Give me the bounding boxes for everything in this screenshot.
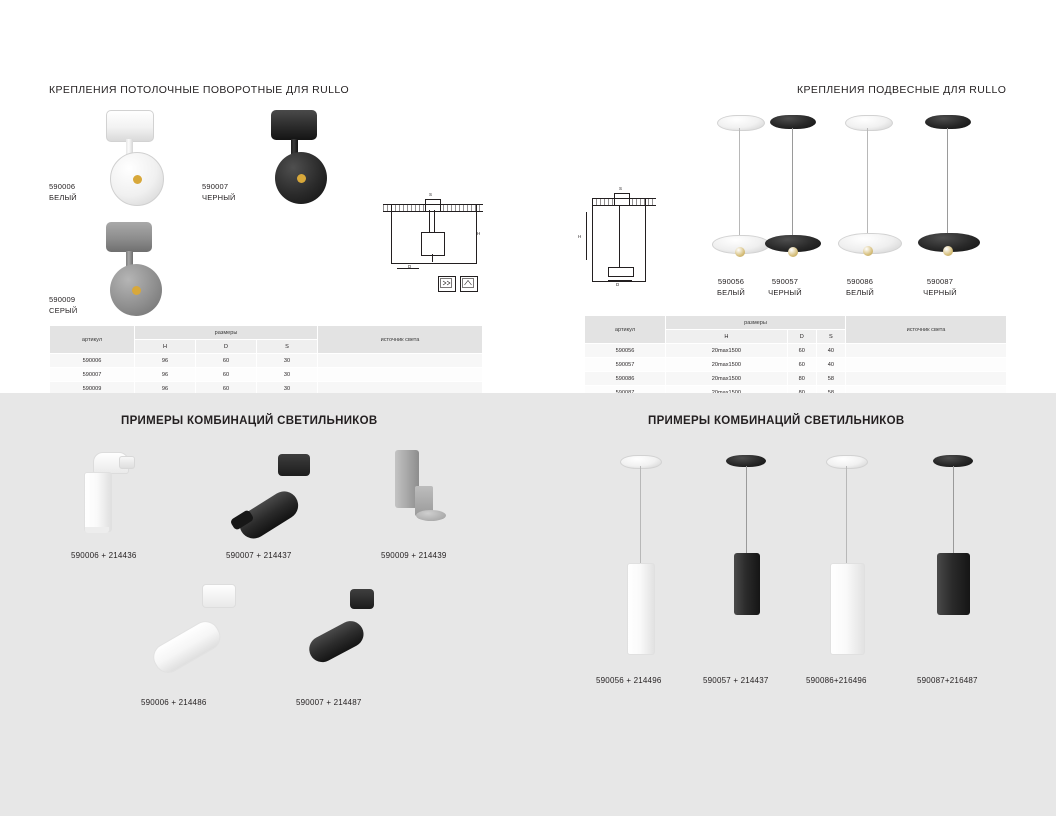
combo-image-6: [612, 455, 672, 655]
combo-label-9: 590087+216487: [917, 676, 978, 685]
product-image-590009: [88, 222, 178, 317]
cell-h: 20max1500: [666, 358, 788, 372]
combo-label-4: 590006 + 214486: [141, 698, 207, 707]
product-image-590056: [710, 115, 770, 275]
cell-source: [846, 358, 1007, 372]
cell-s: 58: [816, 372, 845, 386]
combo-image-1: [75, 452, 155, 537]
band-title-left: ПРИМЕРЫ КОМБИНАЦИЙ СВЕТИЛЬНИКОВ: [121, 415, 378, 427]
th-article: артикул: [50, 326, 135, 354]
table-row: [585, 358, 1007, 372]
cell-d: 60: [195, 382, 256, 396]
product-label-590057: 590057 ЧЕРНЫЙ: [768, 277, 802, 297]
cell-source: [846, 344, 1007, 358]
th-d: D: [787, 330, 816, 344]
cell-s: 30: [256, 354, 317, 368]
icon-rotation-symbol: [460, 276, 478, 292]
section-title-pendant: КРЕПЛЕНИЯ ПОДВЕСНЫЕ ДЛЯ RULLO: [797, 84, 1007, 96]
table-row: [585, 372, 1007, 386]
section-title-ceiling: КРЕПЛЕНИЯ ПОТОЛОЧНЫЕ ПОВОРОТНЫЕ ДЛЯ RULLO: [49, 84, 350, 96]
cell-d: 60: [195, 368, 256, 382]
th-dimensions: размеры: [135, 326, 318, 340]
combo-label-2: 590007 + 214437: [226, 551, 292, 560]
icon-led-symbol: [438, 276, 456, 292]
cell-article: 590009: [50, 382, 135, 396]
product-image-590057: [763, 115, 823, 275]
table-header-row: [585, 316, 1007, 330]
cell-h: 96: [135, 368, 196, 382]
spec-table-pendant: [584, 315, 1007, 400]
product-image-590087: [918, 115, 978, 275]
combo-label-7: 590057 + 214437: [703, 676, 769, 685]
cell-source: [318, 368, 483, 382]
table-row: [585, 344, 1007, 358]
product-label-590006: 590006 БЕЛЫЙ: [49, 182, 77, 202]
cell-article: 590007: [50, 368, 135, 382]
cell-source: [318, 354, 483, 368]
th-light-source: источник света: [318, 326, 483, 354]
product-label-590056: 590056 БЕЛЫЙ: [717, 277, 745, 297]
th-d: D: [195, 340, 256, 354]
combo-label-1: 590006 + 214436: [71, 551, 137, 560]
product-label-590087: 590087 ЧЕРНЫЙ: [923, 277, 957, 297]
band-title-right: ПРИМЕРЫ КОМБИНАЦИЙ СВЕТИЛЬНИКОВ: [648, 415, 905, 427]
combo-image-8: [818, 455, 880, 655]
combo-image-7: [718, 455, 778, 655]
cell-d: 60: [787, 344, 816, 358]
combo-label-5: 590007 + 214487: [296, 698, 362, 707]
combo-image-4: [140, 580, 240, 670]
table-row: [50, 368, 483, 382]
combo-image-5: [300, 585, 380, 670]
th-article: артикул: [585, 316, 666, 344]
cell-s: 40: [816, 358, 845, 372]
cell-article: 590056: [585, 344, 666, 358]
combo-image-3: [385, 450, 455, 535]
product-image-590006: [88, 110, 178, 205]
th-dimensions: размеры: [666, 316, 846, 330]
cell-s: 40: [816, 344, 845, 358]
table-row: [50, 354, 483, 368]
technical-drawing-ceiling: S H D: [383, 198, 483, 296]
cell-d: 60: [787, 358, 816, 372]
cell-d: 80: [787, 372, 816, 386]
combo-label-3: 590009 + 214439: [381, 551, 447, 560]
combo-image-2: [226, 452, 316, 537]
cell-s: 30: [256, 368, 317, 382]
cell-h: 20max1500: [666, 372, 788, 386]
combo-label-8: 590086+216496: [806, 676, 867, 685]
combo-label-6: 590056 + 214496: [596, 676, 662, 685]
table-header-row: [50, 326, 483, 340]
cell-article: 590086: [585, 372, 666, 386]
cell-h: 20max1500: [666, 344, 788, 358]
cell-s: 30: [256, 382, 317, 396]
technical-drawing-pendant: S H D: [578, 192, 656, 292]
product-label-590009: 590009 СЕРЫЙ: [49, 295, 78, 315]
product-image-590007: [253, 110, 343, 205]
cell-d: 60: [195, 354, 256, 368]
product-label-590007: 590007 ЧЕРНЫЙ: [202, 182, 236, 202]
th-h: H: [135, 340, 196, 354]
product-label-590086: 590086 БЕЛЫЙ: [846, 277, 874, 297]
th-light-source: источник света: [846, 316, 1007, 344]
cell-article: 590057: [585, 358, 666, 372]
cell-h: 96: [135, 354, 196, 368]
cell-article: 590006: [50, 354, 135, 368]
th-s: S: [256, 340, 317, 354]
product-image-590086: [838, 115, 898, 275]
cell-h: 96: [135, 382, 196, 396]
th-h: H: [666, 330, 788, 344]
cell-source: [846, 372, 1007, 386]
th-s: S: [816, 330, 845, 344]
combo-image-9: [925, 455, 987, 655]
